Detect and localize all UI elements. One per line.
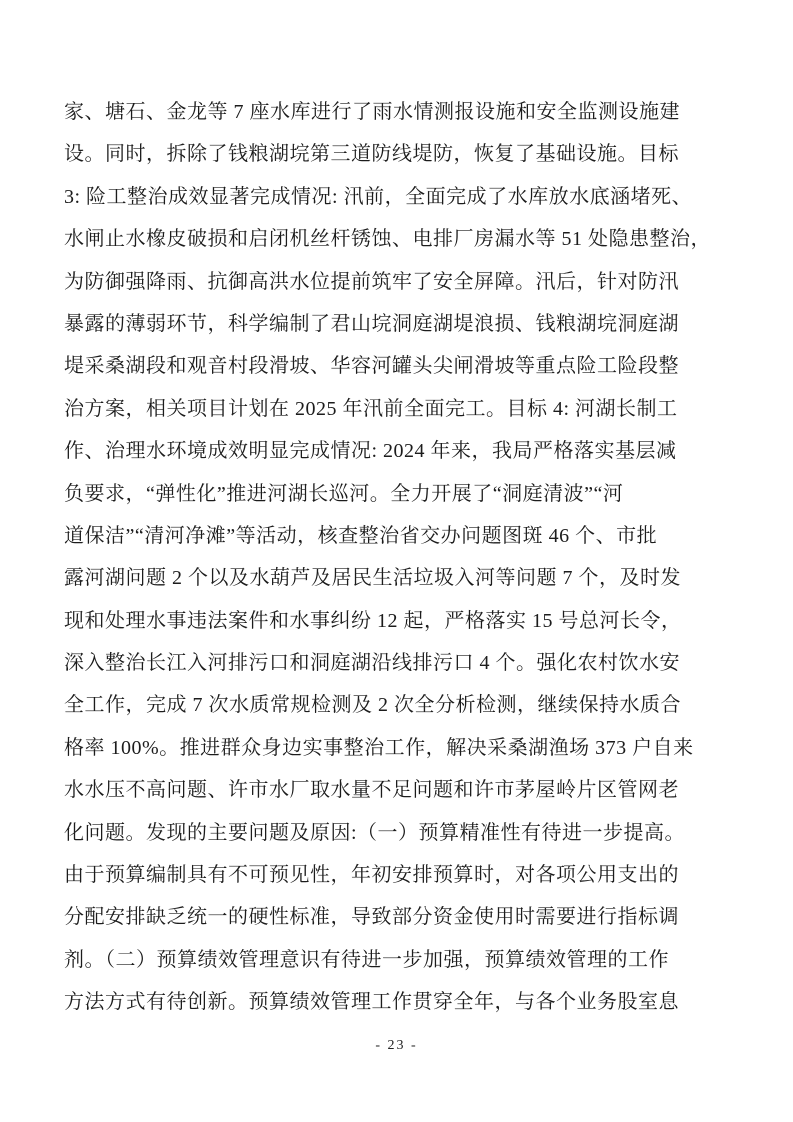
text-line: 负要求，“弹性化”推进河湖长巡河。全力开展了“洞庭清波”“河 [64, 482, 624, 505]
text-line: 水闸止水橡皮破损和启闭机丝杆锈蚀、电排厂房漏水等 51 处隐患整治， [64, 228, 711, 251]
text-line: 由于预算编制具有不可预见性，年初安排预算时，对各项公用支出的 [64, 864, 679, 887]
text-line: 堤采桑湖段和观音村段滑坡、华容河罐头尖闸滑坡等重点险工险段整 [64, 355, 679, 378]
text-line: 化问题。发现的主要问题及原因:（一）预算精准性有待进一步提高。 [64, 821, 686, 844]
body-text [64, 91, 730, 1024]
text-line: 深入整治长江入河排污口和洞庭湖沿线排污口 4 个。强化农村饮水安 [64, 652, 680, 675]
text-line: 方法方式有待创新。预算绩效管理工作贯穿全年，与各个业务股室息 [64, 991, 679, 1014]
text-line: 暴露的薄弱环节，科学编制了君山垸洞庭湖堤浪损、钱粮湖垸洞庭湖 [64, 312, 679, 335]
text-line: 家、塘石、金龙等 7 座水库进行了雨水情测报设施和安全监测设施建 [64, 101, 680, 123]
text-line: 分配安排缺乏统一的硬性标准，导致部分资金使用时需要进行指标调 [64, 906, 679, 929]
text-line: 现和处理水事违法案件和水事纠纷 12 起，严格落实 15 号总河长令， [64, 609, 682, 632]
text-line: 全工作，完成 7 次水质常规检测及 2 次全分析检测，继续保持水质合 [64, 694, 681, 717]
text-line: 3: 险工整治成效显著完成情况: 汛前，全面完成了水库放水底涵堵死、 [64, 185, 693, 208]
text-line: 设。同时，拆除了钱粮湖垸第三道防线堤防，恢复了基础设施。目标 [64, 143, 679, 166]
page-number: - 23 - [375, 1038, 418, 1053]
text-line: 道保洁”“清河净滩”等活动，核查整治省交办问题图斑 46 个、市批 [64, 524, 658, 547]
text-line: 作、治理水环境成效明显完成情况: 2024 年来，我局严格落实基层减 [64, 440, 677, 463]
text-line: 格率 100%。推进群众身边实事整治工作，解决采桑湖渔场 373 户自来 [64, 736, 694, 759]
text-line: 水水压不高问题、许市水厂取水量不足问题和许市茅屋岭片区管网老 [64, 779, 679, 802]
text-line: 露河湖问题 2 个以及水葫芦及居民生活垃圾入河等问题 7 个，及时发 [64, 567, 681, 590]
text-line: 治方案，相关项目计划在 2025 年汛前全面完工。目标 4: 河湖长制工 [64, 397, 678, 420]
text-line: 为防御强降雨、抗御高洪水位提前筑牢了安全屏障。汛后，针对防汛 [64, 270, 679, 293]
text-line: 剂。（二）预算绩效管理意识有待进一步加强，预算绩效管理的工作 [64, 948, 669, 971]
